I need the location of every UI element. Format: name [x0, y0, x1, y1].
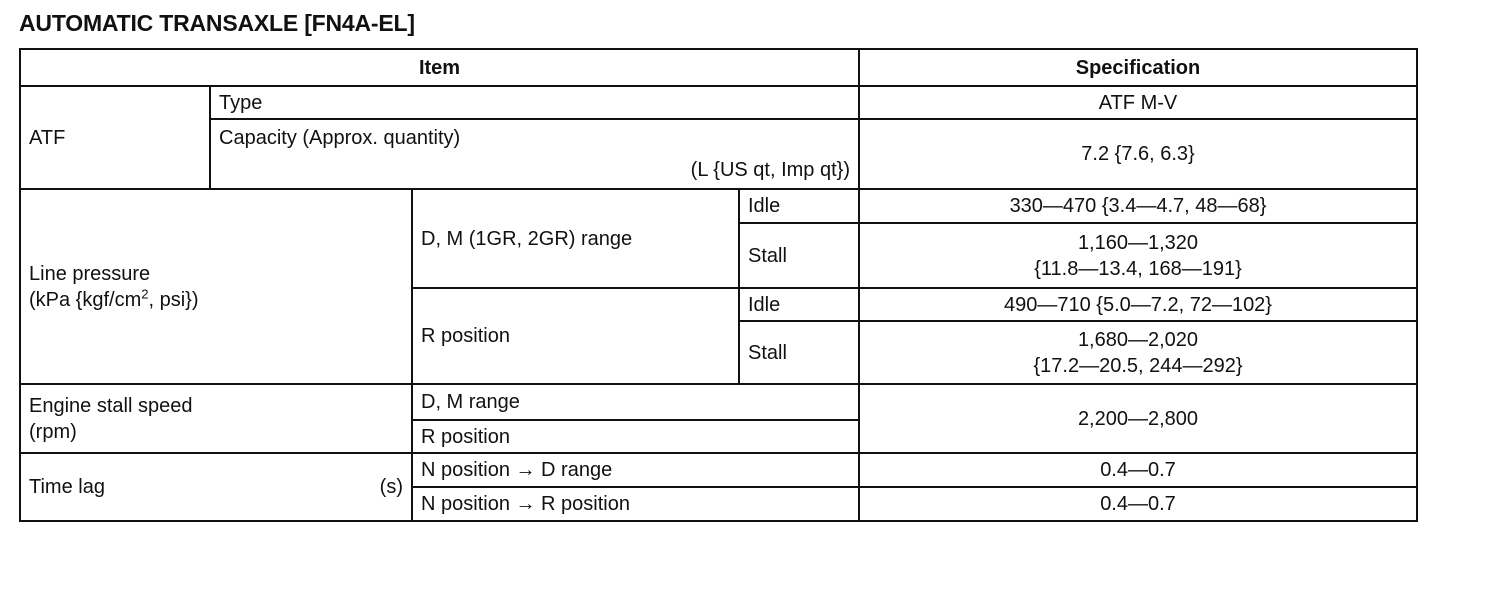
- d-m-idle-value: 330—470 {3.4—4.7, 48—68}: [859, 189, 1417, 223]
- atf-capacity-value: 7.2 {7.6, 6.3}: [859, 119, 1417, 189]
- engine-stall-r-label: R position: [412, 420, 859, 453]
- page-title: AUTOMATIC TRANSAXLE [FN4A-EL]: [19, 10, 415, 36]
- r-stall-value: 1,680—2,020 {17.2—20.5, 244—292}: [859, 321, 1417, 384]
- spec-table: [19, 48, 1418, 522]
- n-to-d-label: N position → D range: [412, 453, 859, 487]
- d-m-range-label: D, M (1GR, 2GR) range: [412, 189, 739, 288]
- line-pressure-label: Line pressure: [29, 262, 151, 285]
- atf-type-label: Type: [210, 86, 859, 119]
- time-lag-label-cell: [20, 453, 412, 521]
- r-idle-label: Idle: [739, 288, 859, 321]
- atf-capacity-unit: (L {US qt, Imp qt}): [690, 159, 850, 181]
- atf-label: ATF: [20, 86, 210, 189]
- d-m-idle-label: Idle: [739, 189, 859, 223]
- n-to-d-value: 0.4—0.7: [859, 453, 1417, 487]
- table-row: [20, 86, 1417, 119]
- n-to-r-label: N position → R position: [412, 487, 859, 521]
- atf-capacity-cell: [210, 119, 859, 189]
- n-to-r-value: 0.4—0.7: [859, 487, 1417, 521]
- time-lag-label: Time lag: [29, 476, 105, 498]
- table-row: [20, 453, 1417, 487]
- table-row: [20, 384, 1417, 420]
- table-row: [20, 119, 1417, 189]
- item-header: Item: [20, 49, 859, 86]
- table-row: [20, 189, 1417, 223]
- line-pressure-unit: (kPa {$kgf/cm^2$, psi}): [29, 285, 199, 311]
- time-lag-unit: (s): [379, 476, 403, 498]
- engine-stall-label-cell: Engine stall speed (rpm): [20, 384, 412, 453]
- atf-type-value: ATF M-V: [859, 86, 1417, 119]
- header-row: [20, 49, 1417, 86]
- specification-header: Specification: [859, 49, 1417, 86]
- atf-capacity-label: Capacity (Approx. quantity): [219, 127, 461, 149]
- r-position-label: R position: [412, 288, 739, 384]
- r-idle-value: 490—710 {5.0—7.2, 72—102}: [859, 288, 1417, 321]
- d-m-stall-value: 1,160—1,320 {11.8—13.4, 168—191}: [859, 223, 1417, 288]
- line-pressure-label-cell: [20, 189, 412, 384]
- engine-stall-value: 2,200—2,800: [859, 384, 1417, 453]
- engine-stall-d-m-label: D, M range: [412, 384, 859, 420]
- r-stall-label: Stall: [739, 321, 859, 384]
- d-m-stall-label: Stall: [739, 223, 859, 288]
